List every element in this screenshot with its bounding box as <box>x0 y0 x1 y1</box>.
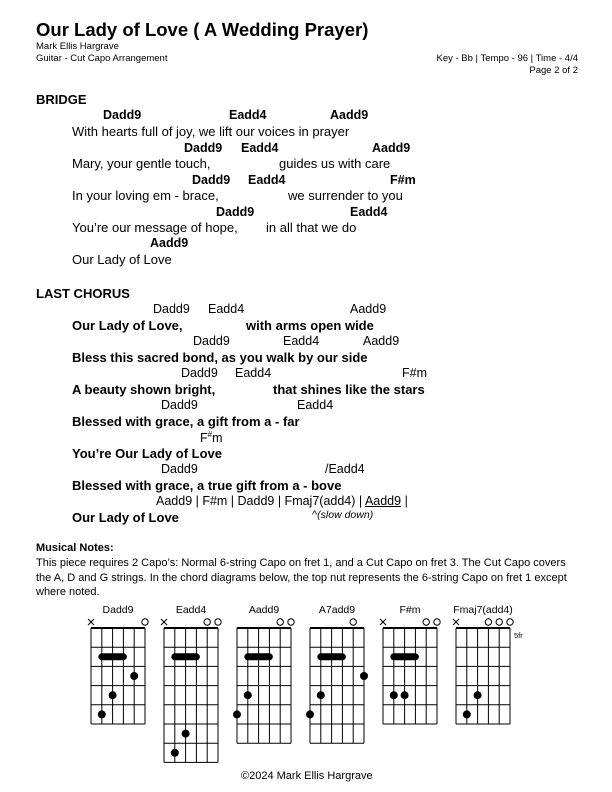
lyric-line: we surrender to you <box>288 188 403 203</box>
lyric-line: with arms open wide <box>246 318 374 333</box>
caret-mark: ^ <box>312 509 318 521</box>
open-string-icon <box>288 619 294 625</box>
lyric-line: Bless this sacred bond, as you walk by our side <box>72 350 368 365</box>
chord-diagram-name: Eadd4 <box>175 604 207 616</box>
finger-dot <box>474 691 482 699</box>
finger-dot <box>244 691 252 699</box>
arrangement: Guitar - Cut Capo Arrangement <box>36 53 168 64</box>
chord: Eadd4 <box>235 366 272 380</box>
bar-line: | <box>401 494 408 508</box>
fret-position-label: 5fr <box>514 631 523 640</box>
chord: Dadd9 <box>193 334 230 348</box>
copyright: ©2024 Mark Ellis Hargrave <box>241 770 373 782</box>
chord: Eadd4 <box>241 141 279 155</box>
open-string-icon <box>204 619 210 625</box>
chord: Eadd4 <box>229 108 267 122</box>
chord: Dadd9 <box>181 366 218 380</box>
open-string-icon <box>423 619 429 625</box>
lyric-line: Mary, your gentle touch, <box>72 156 211 171</box>
chord-underlined: Aadd9 <box>364 494 402 508</box>
open-string-icon <box>277 619 283 625</box>
finger-dot <box>463 710 471 718</box>
finger-dot <box>306 710 314 718</box>
finger-dot <box>233 710 241 718</box>
chord: Dadd9 <box>103 108 142 122</box>
lyric-line: You’re our message of hope, <box>72 220 238 235</box>
musical-notes-text: This piece requires 2 Capo’s: Normal 6-string Capo on fret 1, and a Cut Capo on fret 3. The Cut Capo covers the A, D and G strings. In the chord diagrams below, the top nut represents the 6-string Capo on fret 1 except where noted. <box>36 557 567 598</box>
chord: Dadd9 <box>192 173 231 187</box>
finger-dot <box>171 749 179 757</box>
chord-diagram-name: F#m <box>399 604 421 616</box>
finger-dot <box>98 710 106 718</box>
open-string-icon <box>142 619 148 625</box>
chord: Eadd4 <box>350 205 388 219</box>
lyric-line: Blessed with grace, a gift from a - far <box>72 414 300 429</box>
lyric-line: Our Lady of Love, <box>72 318 183 333</box>
open-string-icon <box>434 619 440 625</box>
open-string-icon <box>496 619 502 625</box>
chord-diagram-name: Dadd9 <box>102 604 134 616</box>
chord: F#m <box>390 173 416 187</box>
chord: Eadd4 <box>297 398 334 412</box>
open-string-icon <box>485 619 491 625</box>
chord: Dadd9 <box>184 141 223 155</box>
lyric-line: A beauty shown bright, <box>72 382 216 397</box>
lyric-line: You’re Our Lady of Love <box>72 446 223 461</box>
chord-sequence: Aadd9 | F#m | Dadd9 | Fmaj7(add4) | <box>156 494 365 508</box>
section-heading-last-chorus: LAST CHORUS <box>36 286 130 301</box>
lyric-line: Blessed with grace, a true gift from a - bove <box>72 478 342 493</box>
chord: Dadd9 <box>216 205 255 219</box>
chord: Aadd9 <box>350 302 387 316</box>
key-tempo-time: Key - Bb | Tempo - 96 | Time - 4/4 <box>436 53 578 64</box>
chord: Dadd9 <box>161 398 198 412</box>
chord-diagram-name: A7add9 <box>318 604 356 616</box>
finger-dot <box>360 672 368 680</box>
chord: Eadd4 <box>248 173 286 187</box>
chord: Aadd9 <box>363 334 400 348</box>
finger-dot <box>182 730 190 738</box>
chord-diagram-name: Fmaj7(add4) <box>453 604 513 616</box>
page-number: Page 2 of 2 <box>529 65 578 76</box>
lyric-line: guides us with care <box>279 156 391 171</box>
song-title: Our Lady of Love ( A Wedding Prayer) <box>36 19 369 40</box>
finger-dot <box>130 672 138 680</box>
lyric-line: With hearts full of joy, we lift our voices in prayer <box>72 124 350 139</box>
chord: Eadd4 <box>208 302 245 316</box>
chord: Eadd4 <box>283 334 320 348</box>
author: Mark Ellis Hargrave <box>36 41 119 52</box>
open-string-icon <box>215 619 221 625</box>
finger-dot <box>401 691 409 699</box>
finger-dot <box>390 691 398 699</box>
chord: Aadd9 <box>150 236 189 250</box>
section-heading-bridge: BRIDGE <box>36 92 87 107</box>
chord: Dadd9 <box>153 302 190 316</box>
lyric-line: that shines like the stars <box>273 382 425 397</box>
sharp-sign: # <box>207 430 213 439</box>
chord: F#m <box>402 366 427 380</box>
lyric-line: Our Lady of Love <box>72 510 179 525</box>
finger-dot <box>317 691 325 699</box>
chord: Aadd9 <box>372 141 411 155</box>
slow-down-note: (slow down) <box>317 509 374 521</box>
lyric-line: In your loving em - brace, <box>72 188 219 203</box>
finger-dot <box>109 691 117 699</box>
chord: Dadd9 <box>161 462 198 476</box>
open-string-icon <box>507 619 513 625</box>
chord-quality: m <box>212 431 223 446</box>
chord: Aadd9 <box>330 108 369 122</box>
lyric-line: in all that we do <box>266 220 357 235</box>
open-string-icon <box>350 619 356 625</box>
chord-root: F <box>200 431 208 446</box>
lyric-line: Our Lady of Love <box>72 252 172 267</box>
musical-notes-heading: Musical Notes: <box>36 542 114 554</box>
chord: /Eadd4 <box>325 462 365 476</box>
chord-diagram-name: Aadd9 <box>248 604 280 616</box>
